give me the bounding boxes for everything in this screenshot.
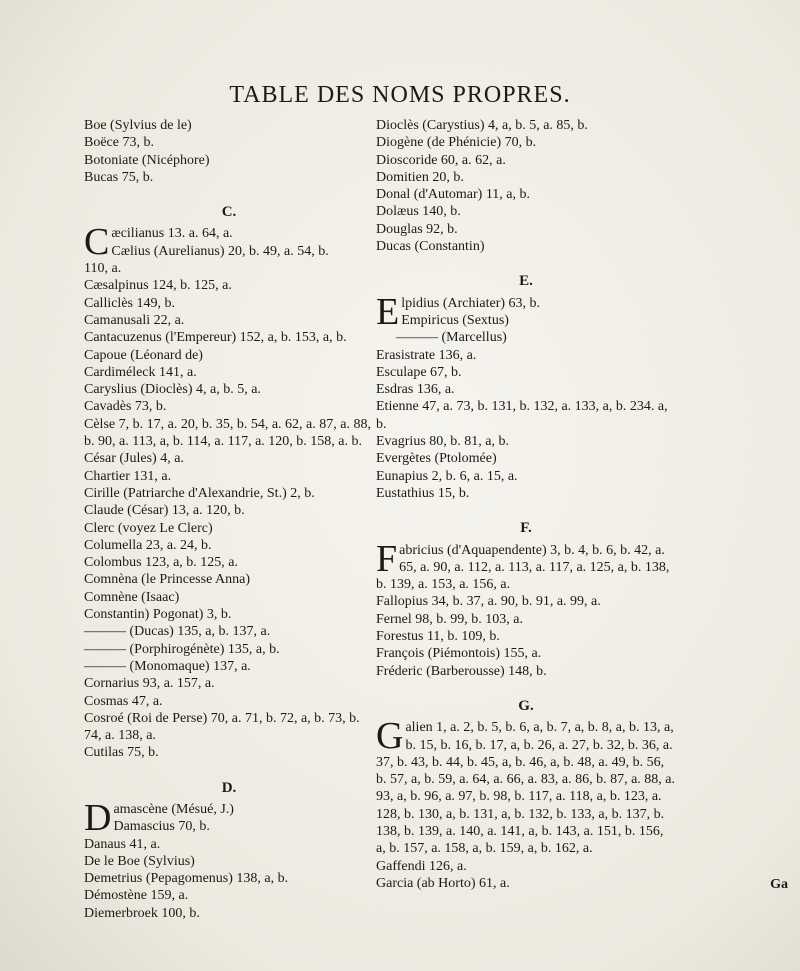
section-letter-d: D.	[221, 779, 237, 796]
index-entry: Comnène (Isaac)	[84, 589, 180, 605]
right-column	[376, 117, 676, 892]
index-entry: Diemerbroek 100, b.	[84, 905, 200, 921]
catchword: Ga	[770, 877, 788, 892]
index-entry: Evagrius 80, b. 81, a, b.	[376, 434, 509, 450]
index-entry: Fernel 98, b. 99, b. 103, a.	[376, 611, 523, 627]
index-entry: Comnèna (le Princesse Anna)	[84, 572, 251, 588]
index-entry: Evergètes (Ptolomée)	[376, 451, 497, 467]
f-entries	[376, 593, 676, 679]
index-entry: Forestus 11, b. 109, b.	[376, 629, 500, 645]
index-entry: Cosmas 47, a.	[84, 693, 163, 709]
index-entry: Columella 23, a. 24, b.	[84, 537, 212, 553]
index-entry: Cavadès 73, b.	[84, 399, 167, 415]
index-entry: Botoniate (Nicéphore)	[84, 152, 210, 168]
index-entry: Boëce 73, b.	[84, 135, 154, 151]
section-letter-e: E.	[519, 273, 533, 290]
drop-cap-f: F	[376, 541, 398, 580]
section-letter-c: C.	[221, 204, 237, 221]
index-entry: Dolæus 140, b.	[376, 204, 461, 220]
index-entry: ——— (Ducas) 135, a, b. 137, a.	[84, 624, 271, 640]
index-entry: Eunapius 2, b. 6, a. 15, a.	[376, 468, 518, 484]
index-entry: Dioscoride 60, a. 62, a.	[376, 152, 506, 168]
index-entry: Demetrius (Pepagomenus) 138, a, b.	[84, 871, 289, 887]
index-entry: Erasistrate 136, a.	[376, 347, 477, 363]
index-entry: Domitien 20, b.	[376, 169, 464, 185]
index-entry: César (Jules) 4, a.	[84, 451, 184, 467]
index-entry: Cutilas 75, b.	[84, 745, 159, 761]
index-entry: Cornarius 93, a. 157, a.	[84, 676, 215, 692]
index-entry: Gaffendi 126, a.	[376, 858, 467, 874]
g-entries	[376, 858, 676, 893]
index-entry: Chartier 131, a.	[84, 468, 172, 484]
index-entry: Cardiméleck 141, a.	[84, 364, 197, 380]
index-entry: Diogène (de Phénicie) 70, b.	[376, 135, 537, 151]
index-entry: Donal (d'Automar) 11, a, b.	[376, 187, 531, 203]
drop-cap-g: G	[376, 719, 404, 758]
index-entry: Clerc (voyez Le Clerc)	[84, 520, 213, 536]
index-entry: Fréderic (Barberousse) 148, b.	[376, 663, 547, 679]
index-entry: Colombus 123, a, b. 125, a.	[84, 555, 238, 571]
index-entry: Cæsalpinus 124, b. 125, a.	[84, 278, 232, 294]
e-entries	[376, 347, 676, 503]
section-letter-f: F.	[520, 520, 532, 537]
drop-cap-c: C	[84, 225, 110, 264]
index-entry: Danaus 41, a.	[84, 836, 161, 852]
index-entry: Etienne 47, a. 73, b. 131, b. 132, a. 133, a, b. 234. a, b.	[376, 399, 668, 432]
index-entry: Caryslius (Dioclès) 4, a, b. 5, a.	[84, 382, 261, 398]
index-entry: Bucas 75, b.	[84, 169, 154, 185]
index-entry: Cosroé (Roi de Perse) 70, a. 71, b. 72, a, b. 73, b. 74, a. 138, a.	[84, 710, 360, 744]
page-title: TABLE DES NOMS PROPRES.	[229, 82, 571, 108]
left-column	[84, 117, 374, 922]
index-entry: Douglas 92, b.	[376, 221, 458, 237]
index-entry: Cantacuzenus (l'Empereur) 152, a, b. 153, a, b.	[84, 330, 347, 346]
b-entries	[84, 117, 374, 186]
index-entry: François (Piémontois) 155, a.	[376, 646, 542, 662]
index-entry: ——— (Porphirogénète) 135, a, b.	[84, 641, 280, 657]
index-entry: Esculape 67, b.	[376, 364, 462, 380]
index-entry: Eustathius 15, b.	[376, 485, 470, 501]
index-entry: Capoue (Léonard de)	[84, 347, 203, 363]
index-entry: ——— (Monomaque) 137, a.	[84, 658, 251, 674]
d-first-entry: D amascène (Mésué, J.) Damascius 70, b.	[84, 800, 234, 836]
index-entry: Cirille (Patriarche d'Alexandrie, St.) 2, b.	[84, 485, 315, 501]
d-entries	[84, 836, 374, 922]
g-first-entry: G alien 1, a. 2, b. 5, b. 6, a, b. 7, a, b. 8, a, b. 13, a, b. 15, b. 16, b. 17, a, b. 26, a. 27, b. 32, b. 36, a. 37, b. 43, b. 44, b. 45, a, b. 46, a, b. 48, a. 49, b. 56, b. 57, a, b. 59, a. 64, a. 66, a. 83, a. 86, b. 87, a. 88, a. 93, a, b. 96, a. 97, b. 98, b. 117, a. 118, a, b. 123, a. 128, b. 130, a, b. 131, a, b. 132, b. 133, a, b. 137, b. 138, b. 139, a. 140, a. 141, a, b. 143, a. 151, b. 156, a, b. 157, a. 158, a, b. 159, a, b. 162, a.	[376, 719, 675, 857]
e-first-entry: E lpidius (Archiater) 63, b. Empiricus (Sextus) ——— (Marcellus)	[376, 294, 541, 346]
f-first-entry: F abricius (d'Aquapendente) 3, b. 4, b. 6, b. 42, a. 65, a. 90, a. 112, a. 113, a. 117, a. 125, a, b. 138, b. 139, a. 153, a. 156, a.	[376, 541, 670, 593]
index-entry: Constantin) Pogonat) 3, b.	[84, 607, 232, 623]
index-entry: Calliclès 149, b.	[84, 295, 175, 311]
c-first-entry: C æcilianus 13. a. 64, a. Cælius (Aurelianus) 20, b. 49, a. 54, b. 110, a.	[84, 225, 329, 277]
index-entry: Démostène 159, a.	[84, 888, 189, 904]
index-entry: Garcia (ab Horto) 61, a.	[376, 875, 510, 891]
index-entry: Camanusali 22, a.	[84, 312, 185, 328]
index-entry: Fallopius 34, b. 37, a. 90, b. 91, a. 99, a.	[376, 594, 601, 610]
drop-cap-e: E	[376, 294, 400, 333]
index-entry: Dioclès (Carystius) 4, a, b. 5, a. 85, b.	[376, 118, 588, 133]
drop-cap-d: D	[84, 800, 112, 836]
c-entries	[84, 277, 374, 761]
index-entry: Boe (Sylvius de le)	[84, 118, 192, 133]
index-entry: De le Boe (Sylvius)	[84, 853, 195, 869]
index-entry: Claude (César) 13, a. 120, b.	[84, 503, 245, 519]
index-entry: Cèlse 7, b. 17, a. 20, b. 35, b. 54, a. 62, a. 87, a. 88, b. 90, a. 113, a, b. 114, a. 117, a. 120, b. 158, a. b.	[84, 416, 371, 450]
section-letter-g: G.	[518, 697, 534, 714]
index-entry: Esdras 136, a.	[376, 382, 455, 398]
d-entries-continued	[376, 117, 676, 255]
index-entry: Ducas (Constantin)	[376, 239, 485, 255]
